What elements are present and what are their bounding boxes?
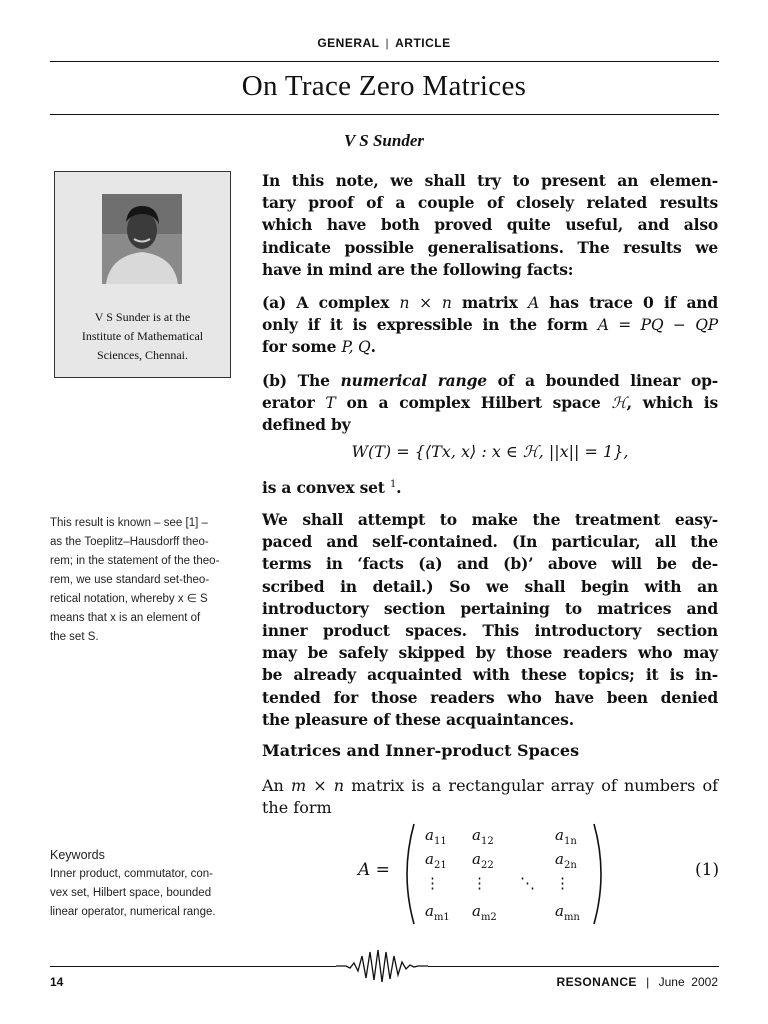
footer-journal [557,975,718,989]
matrix-entry: ⋮ [425,874,440,892]
left-paren-icon [398,822,418,926]
journal-name: RESONANCE [556,975,637,989]
math-var: A [527,294,539,312]
caption-line: V S Sunder is at the [94,310,191,324]
author-box [54,171,231,378]
keywords-heading: Keywords [50,848,105,862]
text-line: indicate possible generalisations. The results we [262,237,718,257]
math-vars: P, Q [341,338,371,357]
sidenote-line: the set S. [50,631,99,643]
intro-paragraph [262,170,718,281]
matrix-entry: $a_{22}$ [472,850,494,871]
math-var: T [325,394,336,413]
text-line: the pleasure of these acquaintances. [262,709,574,729]
matrix-entry: $a_{m1}$ [425,902,450,923]
footer-rule-left [50,966,336,967]
header-separator: | [385,36,390,50]
matrix-intro [262,775,718,819]
matrix-entry: $a_{11}$ [425,826,447,847]
sidenote-line: as the Toeplitz–Hausdorff theo- [50,536,209,548]
page-number: 14 [50,975,64,989]
text-line: tended for those readers who have been denied [262,687,718,707]
text-line: erator T on a complex Hilbert space ℋ, which is [262,393,718,413]
matrix-lhs: A = [358,860,390,880]
sidenote-line: rem, we use standard set-theo- [50,574,210,586]
text-line: terms in ‘facts (a) and (b)’ above will be de- [262,554,718,574]
fact-b-conclusion [262,474,718,499]
matrix-entry: $a_{1n}$ [555,826,577,847]
matrix-entry: ⋱ [520,874,535,892]
sidenote-line: This result is known – see [1] – [50,517,208,529]
matrix-entry: $a_{2n}$ [555,850,577,871]
title-rule [50,114,719,115]
text-line: have in mind are the following facts: [262,259,574,279]
sidenote-line: means that x is an element of [50,612,201,624]
text-line: which have both proved quite useful, and also [262,215,718,235]
keywords-box [50,846,240,922]
keywords-line: vex set, Hilbert space, bounded [50,887,212,899]
header-section: GENERAL [317,36,380,50]
text-line: is a convex set $^1$. [262,478,402,498]
author-caption [55,308,230,365]
text-line: inner product spaces. This introductory section [262,621,718,641]
math-dimension: n × n [399,294,452,312]
matrix-entry: $a_{12}$ [472,826,494,847]
text-line: introductory section pertaining to matrices and [262,598,718,618]
running-header [0,36,768,50]
text-line: scribed in detail.) So we shall begin with an [262,576,718,596]
matrix-entry: $a_{21}$ [425,850,447,871]
caption-line: Sciences, Chennai. [97,348,188,362]
matrix-equation [350,822,720,927]
section-heading: Matrices and Inner-product Spaces [262,741,580,760]
text-line: be already acquainted with these topics; it is in- [262,665,718,685]
equation-number: (1) [695,860,720,880]
footer-separator: | [646,975,650,989]
matrix-entry: ⋮ [555,874,570,892]
matrix-entry: $a_{m2}$ [472,902,497,923]
text-line: paced and self-contained. (In particular, all the [262,532,718,552]
text-line: We shall attempt to make the treatment easy- [262,510,718,529]
text-line: only if it is expressible in the form A = PQ − QP [262,315,718,335]
text-line: defined by [262,415,351,435]
keywords-line: Inner product, commutator, con- [50,868,213,880]
issue-date: June 2002 [658,975,718,989]
fact-a [262,292,718,359]
text-line: for some P, Q. [262,337,376,357]
numerical-range-term: numerical range [340,371,487,390]
author-portrait-icon [102,194,182,284]
text-line: tary proof of a couple of closely related results [262,193,718,213]
text-line: the form [262,798,332,817]
text-line: In this note, we shall try to present an elemen- [262,171,718,190]
math-space: ℋ [611,394,627,413]
numerical-range-formula: W(T) = {⟨Tx, x⟩ : x ∈ ℋ, ||x|| = 1}, [351,442,629,461]
caption-line: Institute of Mathematical [81,329,204,343]
text-line: An m × n matrix is a rectangular array of numbers of [262,776,718,795]
keywords-line: linear operator, numerical range. [50,906,216,918]
header-type: ARTICLE [395,36,451,50]
math-dimension: m × n [290,776,345,795]
matrix-entry: $a_{mn}$ [555,902,580,923]
math-equation: A = PQ − QP [597,316,718,335]
author-name: V S Sunder [343,131,424,150]
sidenote-line: rem; in the statement of the theo- [50,555,220,567]
sidenote-line: retical notation, whereby x ∈ S [50,593,208,605]
article-title: On Trace Zero Matrices [241,70,527,102]
waveform-ornament-icon [336,948,428,984]
footer-rule-right [428,966,719,967]
header-rule [50,61,719,62]
text-line: may be safely skipped by those readers who may [262,643,718,663]
sidenote-toeplitz [50,514,240,647]
right-paren-icon [590,822,610,926]
footnote-ref[interactable]: 1 [389,479,397,490]
fact-b [262,370,718,437]
text-line: (b) The numerical range of a bounded linear op- [262,371,718,390]
text-line: (a) A complex n × n matrix A has trace 0 if and [262,293,718,312]
treatment-paragraph [262,509,718,731]
matrix-entry: ⋮ [472,874,487,892]
